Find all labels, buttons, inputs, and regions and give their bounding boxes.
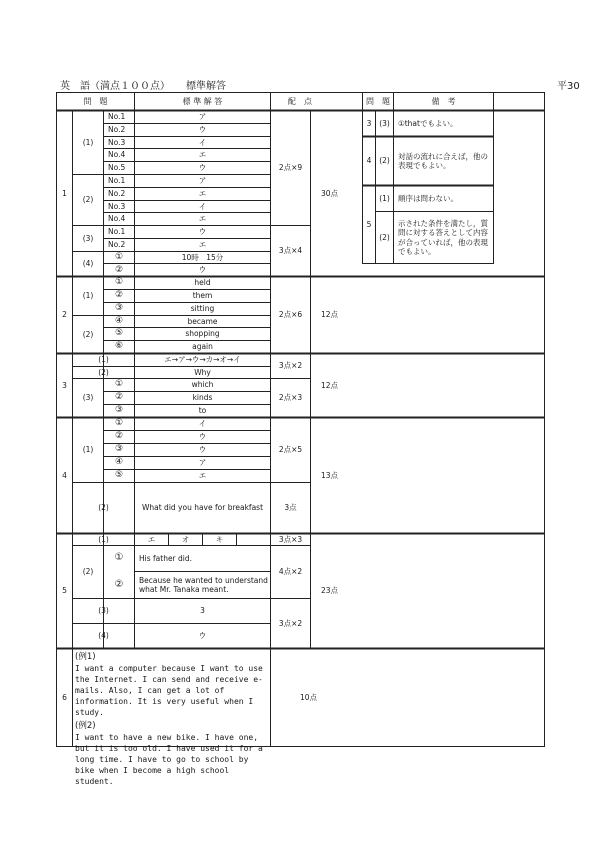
part-label: (2)	[98, 367, 109, 377]
circled-number: ⑤	[114, 328, 124, 339]
part-label: (4)	[98, 631, 109, 641]
answer-cell: kinds	[192, 393, 213, 403]
part-label: (1)	[82, 291, 94, 301]
total-points: 12点	[321, 380, 339, 390]
item-label: No.1	[108, 227, 126, 237]
remarks-text: 対話の流れに合えば，他の表現でもよい。	[398, 151, 488, 170]
points-cell: 2点×5	[278, 445, 303, 455]
circled-number: ②	[114, 290, 124, 301]
total-points: 23点	[321, 586, 339, 596]
circled-number: ②	[114, 578, 124, 590]
part-label: (1)	[82, 137, 94, 147]
item-label: No.2	[108, 189, 126, 199]
answer-cell: エ	[147, 534, 156, 544]
example-label: (例2)	[75, 721, 96, 731]
question-number: 3	[62, 380, 67, 390]
answer-cell: ウ	[198, 265, 207, 275]
answer-cell: ア	[198, 176, 207, 186]
remarks-part-label: (3)	[379, 118, 390, 128]
answer-cell: 10時 15分	[181, 252, 224, 262]
example-answer-text: I want to have a new bike. I have one, but it is too old. I have used it for a long time. I have to go to school by bike when I become a high school student.	[75, 733, 263, 786]
circled-number: ③	[114, 444, 124, 455]
remarks-part-label: (1)	[379, 193, 390, 203]
item-label: No.3	[108, 201, 126, 211]
remarks-text: ①thatでもよい。	[398, 118, 458, 128]
item-label: No.1	[108, 112, 126, 122]
points-cell: 3点	[284, 503, 297, 513]
remarks-text: 順序は問わない。	[398, 193, 458, 203]
circled-number: ②	[114, 264, 124, 275]
answer-cell: sitting	[190, 304, 215, 314]
part-label: (2)	[98, 503, 109, 513]
circled-number: ③	[114, 405, 124, 416]
circled-number: ①	[114, 552, 124, 564]
part-label: (3)	[82, 393, 94, 403]
circled-number: ⑤	[114, 470, 124, 481]
points-cell: 2点×3	[278, 393, 303, 403]
answer-cell: shopping	[185, 329, 220, 339]
answer-cell: キ	[215, 534, 224, 544]
question-number: 6	[62, 692, 67, 702]
answer-cell: ウ	[198, 125, 207, 135]
question-number: 4	[62, 470, 67, 480]
answer-cell: ウ	[198, 432, 207, 442]
remarks-question-number: 5	[366, 219, 372, 229]
circled-number: ⑥	[114, 341, 124, 352]
circled-number: ①	[114, 252, 124, 262]
question-number: 5	[62, 586, 67, 596]
total-points: 13点	[321, 470, 339, 480]
part-label: (4)	[82, 259, 94, 269]
answer-cell: エ	[198, 150, 207, 160]
answer-cell: ア	[198, 112, 207, 122]
answer-cell: What did you have for breakfast	[141, 503, 264, 513]
item-label: No.2	[108, 125, 126, 135]
year-label: 平30	[557, 81, 580, 92]
remarks-question-number: 3	[366, 118, 372, 128]
question-number: 1	[62, 188, 67, 198]
example-answer-text: I want a computer because I want to use the Internet. I can send and receive e-mails. Also, I can get a lot of information. It is very useful when I study.	[75, 664, 263, 717]
circled-number: ①	[114, 379, 124, 390]
answer-cell: エ	[198, 214, 207, 224]
points-cell: 3点×2	[278, 618, 303, 628]
answer-cell: 3	[200, 606, 205, 616]
answer-column-header: 標 準 解 答	[182, 96, 223, 106]
circled-number: ③	[114, 303, 124, 314]
part-label: (2)	[82, 567, 94, 577]
total-points: 10点	[300, 692, 318, 702]
answer-cell: イ	[198, 419, 207, 429]
answer-cell: オ	[181, 534, 190, 544]
answer-cell: ウ	[198, 163, 207, 173]
remarks-column-header: 備 考	[431, 96, 456, 106]
points-cell: 2点×9	[278, 163, 303, 173]
answer-cell: became	[187, 316, 218, 326]
circled-number: ②	[114, 431, 124, 442]
part-label: (1)	[82, 445, 94, 455]
answer-cell: Because he wanted to understand what Mr. Tanaka meant.	[139, 575, 268, 594]
circled-number: ①	[114, 277, 124, 288]
points-cell: 3点×3	[278, 534, 303, 544]
answer-cell: held	[194, 278, 211, 288]
answer-cell: エ	[198, 240, 207, 250]
part-label: (2)	[82, 195, 94, 205]
remarks-question-number: 4	[366, 156, 372, 166]
answer-cell: Why	[194, 367, 211, 377]
answer-cell: again	[192, 342, 213, 352]
points-cell: 3点×4	[278, 246, 303, 256]
answer-cell: イ	[198, 201, 207, 211]
part-label: (2)	[82, 329, 94, 339]
answer-cell: ウ	[198, 631, 207, 641]
points-cell: 3点×2	[278, 361, 303, 371]
document-title: 標準解答	[186, 81, 226, 92]
points-cell: 2点×6	[278, 310, 303, 320]
answer-cell: ウ	[198, 445, 207, 455]
answer-cell: His father did.	[139, 553, 193, 563]
answer-cell: ウ	[198, 227, 207, 237]
answer-cell: ア	[198, 458, 207, 468]
answer-cell: エ→ア→ウ→カ→オ→イ	[164, 355, 241, 365]
answer-cell: エ	[198, 189, 207, 199]
points-cell: 4点×2	[278, 567, 303, 577]
part-label: (3)	[82, 233, 94, 243]
remarks-question-header: 問 題	[366, 96, 390, 106]
part-label: (3)	[98, 606, 109, 616]
question-number: 2	[62, 310, 67, 320]
total-points: 12点	[321, 310, 339, 320]
question-column-header: 問 題	[83, 96, 108, 106]
remarks-part-label: (2)	[379, 156, 390, 166]
item-label: No.4	[108, 150, 126, 160]
circled-number: ①	[114, 418, 124, 429]
total-points: 30点	[321, 188, 339, 198]
item-label: No.1	[108, 176, 126, 186]
answer-cell: イ	[198, 137, 207, 147]
item-label: No.2	[108, 240, 126, 250]
example-label: (例1)	[75, 652, 96, 662]
answer-cell: them	[192, 291, 213, 301]
answer-cell: エ	[198, 471, 207, 481]
item-label: No.5	[108, 163, 126, 173]
model-answer-block	[75, 652, 269, 787]
answer-cell: to	[198, 406, 207, 416]
points-column-header: 配 点	[288, 96, 312, 106]
item-label: No.4	[108, 214, 126, 224]
subject-heading: 英 語（満点１００点）	[60, 81, 170, 92]
circled-number: ②	[114, 392, 124, 403]
answer-cell: which	[191, 380, 214, 390]
remarks-text: 示された条件を満たし，質問に対する答えとして内容が合っていれば，他の表現でもよい。	[398, 218, 488, 256]
part-label: (1)	[98, 534, 109, 544]
circled-number: ④	[114, 315, 124, 326]
remarks-part-label: (2)	[379, 232, 390, 242]
item-label: No.3	[108, 137, 126, 147]
part-label: (1)	[98, 355, 109, 365]
circled-number: ④	[114, 457, 124, 468]
